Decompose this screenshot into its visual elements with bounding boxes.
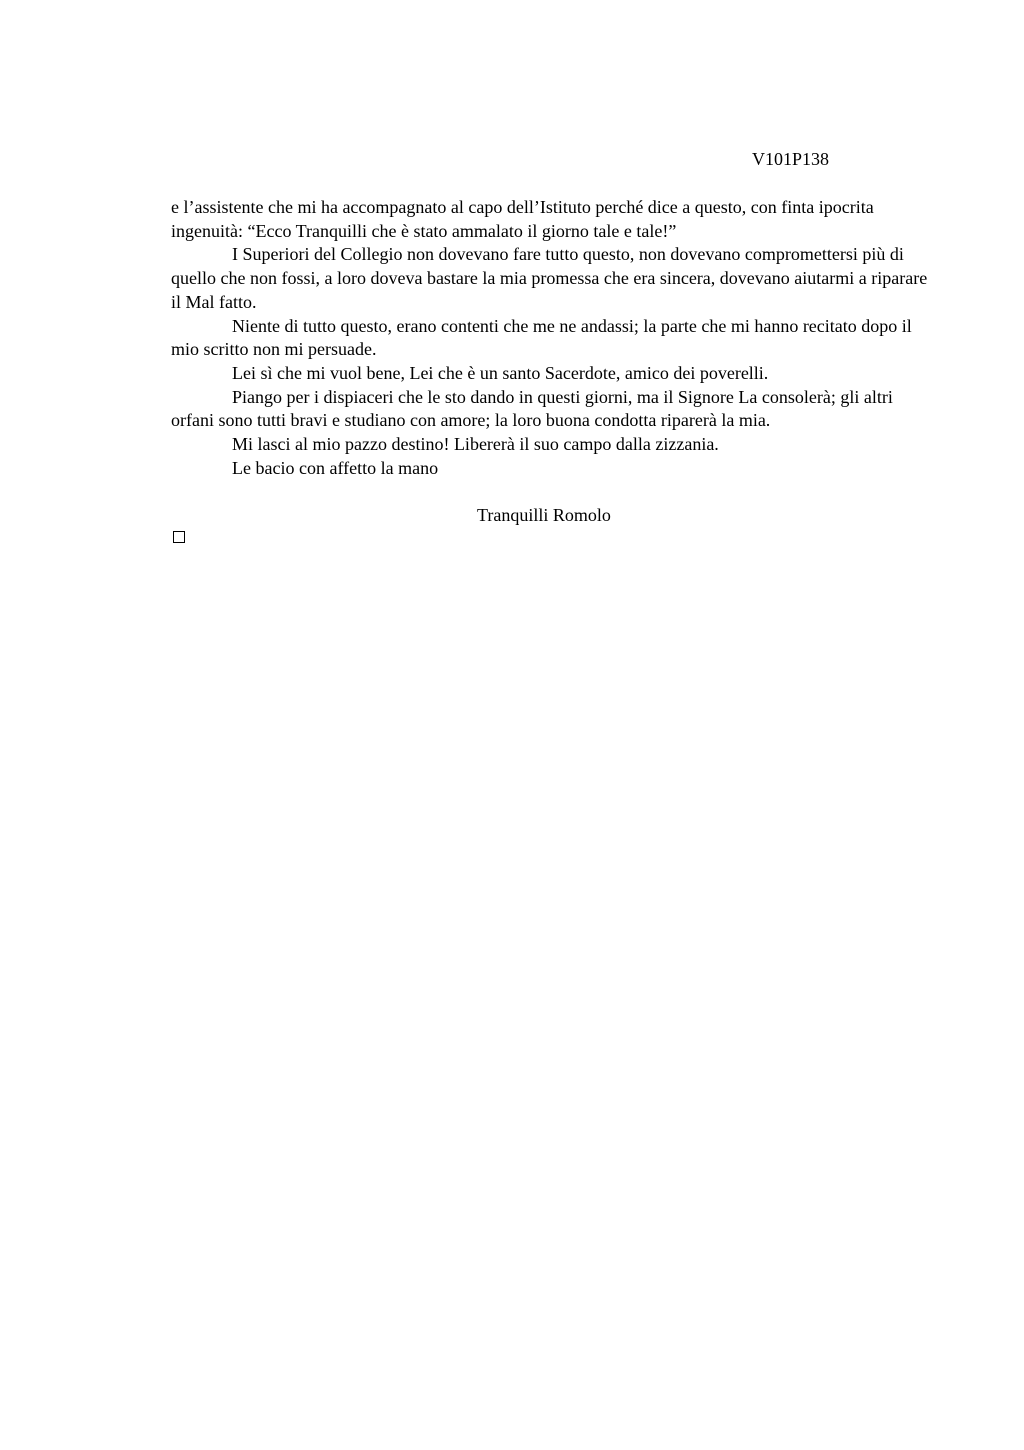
page-code: V101P138 (752, 149, 830, 169)
paragraph: Niente di tutto questo, erano contenti che me ne andassi; la parte che mi hanno recitato dopo il mio scritto non mi persuade. (171, 315, 912, 360)
paragraph: I Superiori del Collegio non dovevano fare tutto questo, non dovevano compromettersi più di quello che non fossi, a loro doveva bastare la mia promessa che era sincera, dovevano aiutarmi a riparare il Mal fatto. (171, 244, 928, 312)
paragraph: Piango per i dispiaceri che le sto dando in questi giorni, ma il Signore La consolerà; gli altri orfani sono tutti bravi e studiano con amore; la loro buona condotta riparerà la mia. (171, 386, 893, 431)
paragraph: Lei sì che mi vuol bene, Lei che è un santo Sacerdote, amico dei poverelli. (232, 362, 769, 383)
empty-square-icon (173, 531, 185, 543)
letter-body (171, 196, 931, 480)
signature: Tranquilli Romolo (477, 505, 611, 525)
paragraph: Mi lasci al mio pazzo destino! Libererà il suo campo dalla zizzania. (232, 434, 719, 455)
paragraph-continuation: e l’assistente che mi ha accompagnato al capo dell’Istituto perché dice a questo, con finta ipocrita ingenuità: “Ecco Tranquilli che è stato ammalato il giorno tale e tale!” (171, 197, 874, 241)
closing-line: Le bacio con affetto la mano (232, 457, 439, 478)
